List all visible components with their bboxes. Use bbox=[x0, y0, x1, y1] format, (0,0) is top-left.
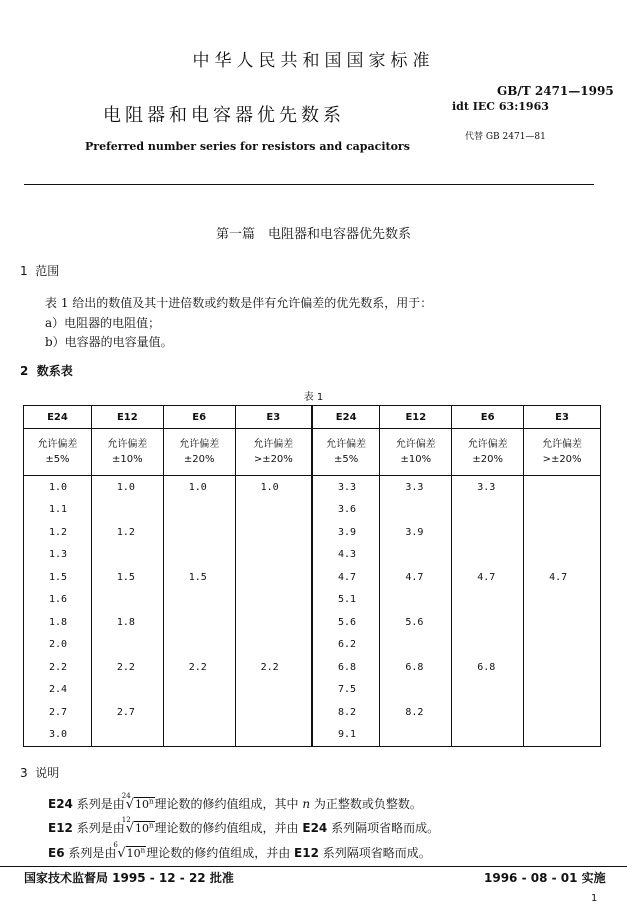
value-cell: 4.3 bbox=[312, 544, 380, 567]
note-text: 系列是由 bbox=[72, 797, 125, 811]
series-reference: E24 bbox=[302, 821, 328, 835]
value-cell bbox=[163, 544, 235, 567]
tolerance-label: 允许偏差 bbox=[253, 439, 294, 450]
value-cell bbox=[91, 499, 163, 522]
value-cell bbox=[163, 701, 235, 724]
value-cell bbox=[452, 701, 524, 724]
column-header: E6 bbox=[163, 406, 235, 429]
value-cell: 3.6 bbox=[312, 499, 380, 522]
table-row bbox=[24, 656, 601, 679]
value-cell bbox=[524, 476, 601, 499]
value-cell: 1.0 bbox=[91, 476, 163, 499]
value-cell bbox=[452, 679, 524, 702]
series-label: E24 bbox=[48, 797, 73, 811]
series-label: E6 bbox=[48, 846, 65, 860]
root-base: 10 bbox=[135, 822, 150, 835]
radical-expression: 6 √10$^n$ bbox=[113, 841, 146, 861]
value-cell bbox=[524, 499, 601, 522]
table-row bbox=[24, 589, 601, 612]
value-cell: 6.2 bbox=[312, 634, 380, 657]
tolerance-value: ±20% bbox=[183, 454, 215, 465]
value-cell: 3.9 bbox=[380, 521, 452, 544]
section-number: 3 bbox=[20, 766, 28, 780]
value-cell: 6.8 bbox=[452, 656, 524, 679]
value-cell bbox=[235, 566, 312, 589]
value-cell bbox=[91, 724, 163, 747]
note-text: 系列隔项省略而成。 bbox=[318, 846, 431, 860]
tolerance-value: ±5% bbox=[334, 454, 359, 465]
value-cell: 3.0 bbox=[24, 724, 92, 747]
root-power: n bbox=[149, 797, 154, 806]
tolerance-cell bbox=[380, 429, 452, 476]
value-cell bbox=[452, 499, 524, 522]
value-cell: 3.3 bbox=[380, 476, 452, 499]
table-row bbox=[24, 701, 601, 724]
value-cell: 1.2 bbox=[91, 521, 163, 544]
value-cell: 2.2 bbox=[235, 656, 312, 679]
value-cell bbox=[91, 589, 163, 612]
value-cell: 1.3 bbox=[24, 544, 92, 567]
value-cell bbox=[235, 679, 312, 702]
tolerance-label: 允许偏差 bbox=[542, 439, 583, 450]
value-cell: 5.6 bbox=[380, 611, 452, 634]
value-cell: 8.2 bbox=[380, 701, 452, 724]
tolerance-cell bbox=[163, 429, 235, 476]
section-title: 范围 bbox=[35, 264, 60, 278]
column-header: E24 bbox=[24, 406, 92, 429]
value-cell: 4.7 bbox=[380, 566, 452, 589]
value-cell bbox=[235, 724, 312, 747]
value-cell bbox=[163, 611, 235, 634]
value-cell bbox=[380, 499, 452, 522]
tolerance-cell bbox=[312, 429, 380, 476]
section-title: 数系表 bbox=[36, 364, 73, 378]
table-row bbox=[24, 566, 601, 589]
value-cell: 2.0 bbox=[24, 634, 92, 657]
value-cell: 2.2 bbox=[91, 656, 163, 679]
footer-divider bbox=[0, 866, 627, 867]
value-cell: 2.7 bbox=[24, 701, 92, 724]
value-cell: 1.5 bbox=[163, 566, 235, 589]
value-cell bbox=[452, 611, 524, 634]
root-index: 12 bbox=[121, 816, 131, 824]
tolerance-row bbox=[24, 429, 601, 476]
value-cell: 4.7 bbox=[524, 566, 601, 589]
standard-number: GB/T 2471—1995 bbox=[497, 84, 614, 98]
scope-item-b: b）电容器的电容量值。 bbox=[45, 335, 173, 349]
root-base: 10 bbox=[126, 847, 141, 860]
value-cell: 1.2 bbox=[24, 521, 92, 544]
table-row bbox=[24, 634, 601, 657]
value-cell: 8.2 bbox=[312, 701, 380, 724]
value-cell: 2.2 bbox=[163, 656, 235, 679]
value-cell: 2.2 bbox=[24, 656, 92, 679]
table-header-row bbox=[24, 406, 601, 429]
value-cell bbox=[235, 611, 312, 634]
value-cell: 1.0 bbox=[235, 476, 312, 499]
variable-n: n bbox=[302, 797, 311, 811]
tolerance-value: ±20% bbox=[472, 454, 503, 465]
value-cell: 6.8 bbox=[312, 656, 380, 679]
note-text: 理论数的修约值组成，其中 bbox=[154, 797, 303, 811]
value-cell bbox=[235, 589, 312, 612]
value-cell: 5.1 bbox=[312, 589, 380, 612]
national-standard-heading: 中华人民共和国国家标准 bbox=[192, 51, 435, 71]
note-text: 理论数的修约值组成，并由 bbox=[154, 821, 303, 835]
table-row bbox=[24, 476, 601, 499]
value-cell: 1.6 bbox=[24, 589, 92, 612]
series-label: E12 bbox=[48, 821, 73, 835]
note-e6 bbox=[48, 841, 431, 861]
value-cell bbox=[524, 679, 601, 702]
scope-paragraph: 表 1 给出的数值及其十进倍数或约数是伴有允许偏差的优先数系，用于： bbox=[45, 296, 433, 310]
value-cell: 1.8 bbox=[24, 611, 92, 634]
tolerance-cell bbox=[91, 429, 163, 476]
value-cell: 4.7 bbox=[312, 566, 380, 589]
note-e12 bbox=[48, 816, 440, 836]
value-cell bbox=[235, 634, 312, 657]
column-header: E3 bbox=[235, 406, 312, 429]
value-cell bbox=[524, 634, 601, 657]
section-3-heading bbox=[20, 764, 59, 781]
tolerance-cell bbox=[235, 429, 312, 476]
root-base: 10 bbox=[135, 798, 150, 811]
column-header: E12 bbox=[91, 406, 163, 429]
value-cell bbox=[235, 521, 312, 544]
value-cell: 1.5 bbox=[24, 566, 92, 589]
value-cell bbox=[524, 521, 601, 544]
page-number: 1 bbox=[591, 893, 598, 904]
table-row bbox=[24, 679, 601, 702]
radical-expression: 24 √10$^n$ bbox=[121, 792, 154, 812]
title-chinese: 电阻器和电容器优先数系 bbox=[103, 105, 345, 126]
value-cell bbox=[524, 656, 601, 679]
value-cell: 5.6 bbox=[312, 611, 380, 634]
value-cell bbox=[163, 499, 235, 522]
note-text: 理论数的修约值组成，并由 bbox=[146, 846, 295, 860]
value-cell: 4.7 bbox=[452, 566, 524, 589]
value-cell bbox=[380, 724, 452, 747]
value-cell bbox=[91, 679, 163, 702]
value-cell: 7.5 bbox=[312, 679, 380, 702]
scope-item-a: a）电阻器的电阻值； bbox=[45, 316, 161, 330]
tolerance-value: >±20% bbox=[542, 454, 582, 465]
tolerance-value: ±5% bbox=[45, 454, 70, 465]
root-power: n bbox=[140, 846, 146, 855]
tolerance-cell bbox=[24, 429, 92, 476]
value-cell bbox=[163, 521, 235, 544]
root-power: n bbox=[149, 821, 154, 830]
value-cell: 1.0 bbox=[24, 476, 92, 499]
value-cell bbox=[452, 724, 524, 747]
value-cell: 6.8 bbox=[380, 656, 452, 679]
value-cell: 2.7 bbox=[91, 701, 163, 724]
value-cell bbox=[380, 634, 452, 657]
note-text: 系列是由 bbox=[64, 846, 117, 860]
root-index: 6 bbox=[113, 841, 118, 849]
value-cell bbox=[163, 634, 235, 657]
value-cell: 1.8 bbox=[91, 611, 163, 634]
replaces-note: 代替 GB 2471—81 bbox=[465, 132, 546, 142]
idt-reference: idt IEC 63:1963 bbox=[452, 100, 549, 113]
section-number: 1 bbox=[20, 264, 28, 278]
value-cell bbox=[524, 724, 601, 747]
note-e24 bbox=[48, 792, 422, 812]
value-cell: 3.3 bbox=[312, 476, 380, 499]
value-cell: 9.1 bbox=[312, 724, 380, 747]
series-reference: E12 bbox=[294, 846, 319, 860]
table-row bbox=[24, 499, 601, 522]
value-cell: 3.3 bbox=[452, 476, 524, 499]
section-number: 2 bbox=[20, 364, 29, 378]
value-cell: 3.9 bbox=[312, 521, 380, 544]
value-cell bbox=[452, 544, 524, 567]
value-cell bbox=[163, 724, 235, 747]
value-cell: 1.1 bbox=[24, 499, 92, 522]
tolerance-label: 允许偏差 bbox=[395, 439, 436, 450]
column-header: E24 bbox=[312, 406, 380, 429]
value-cell bbox=[91, 634, 163, 657]
table-row bbox=[24, 544, 601, 567]
tolerance-cell bbox=[452, 429, 524, 476]
header-divider bbox=[24, 184, 594, 185]
tolerance-label: 允许偏差 bbox=[179, 439, 220, 450]
table-row bbox=[24, 724, 601, 747]
tolerance-value: ±10% bbox=[112, 454, 143, 465]
column-header: E6 bbox=[452, 406, 524, 429]
value-cell: 2.4 bbox=[24, 679, 92, 702]
section-1-heading bbox=[20, 262, 59, 279]
tolerance-cell bbox=[524, 429, 601, 476]
section-2-heading bbox=[20, 362, 73, 379]
note-text: 系列是由 bbox=[72, 821, 125, 835]
value-cell bbox=[91, 544, 163, 567]
value-cell bbox=[380, 544, 452, 567]
value-cell bbox=[452, 521, 524, 544]
value-cell bbox=[452, 634, 524, 657]
value-cell bbox=[524, 544, 601, 567]
preferred-number-table bbox=[23, 405, 601, 747]
note-text: 为正整数或负整数。 bbox=[310, 797, 422, 811]
value-cell bbox=[163, 679, 235, 702]
tolerance-label: 允许偏差 bbox=[107, 439, 148, 450]
issued-line: 国家技术监督局 1995 - 12 - 22 批准 bbox=[24, 871, 234, 885]
section-title: 说明 bbox=[35, 766, 60, 780]
implemented-line: 1996 - 08 - 01 实施 bbox=[484, 871, 606, 885]
table-row bbox=[24, 521, 601, 544]
table-caption: 表 1 bbox=[303, 392, 324, 403]
tolerance-label: 允许偏差 bbox=[467, 439, 508, 450]
note-text: 系列隔项省略而成。 bbox=[327, 821, 440, 835]
value-cell: 1.0 bbox=[163, 476, 235, 499]
table-row bbox=[24, 611, 601, 634]
value-cell bbox=[380, 589, 452, 612]
tolerance-value: >±20% bbox=[253, 454, 293, 465]
value-cell bbox=[235, 701, 312, 724]
radical-expression: 12 √10$^n$ bbox=[121, 816, 154, 836]
part-title: 第一篇 电阻器和电容器优先数系 bbox=[215, 227, 411, 242]
value-cell bbox=[452, 589, 524, 612]
value-cell bbox=[524, 589, 601, 612]
value-cell bbox=[380, 679, 452, 702]
tolerance-label: 允许偏差 bbox=[37, 439, 78, 450]
value-cell bbox=[163, 589, 235, 612]
tolerance-label: 允许偏差 bbox=[326, 439, 367, 450]
column-header: E12 bbox=[380, 406, 452, 429]
title-english: Preferred number series for resistors and capacitors bbox=[85, 140, 410, 153]
column-header: E3 bbox=[524, 406, 601, 429]
tolerance-value: ±10% bbox=[400, 454, 432, 465]
root-index: 24 bbox=[121, 792, 131, 800]
value-cell: 1.5 bbox=[91, 566, 163, 589]
table-body bbox=[24, 476, 601, 747]
value-cell bbox=[235, 544, 312, 567]
value-cell bbox=[235, 499, 312, 522]
value-cell bbox=[524, 701, 601, 724]
value-cell bbox=[524, 611, 601, 634]
